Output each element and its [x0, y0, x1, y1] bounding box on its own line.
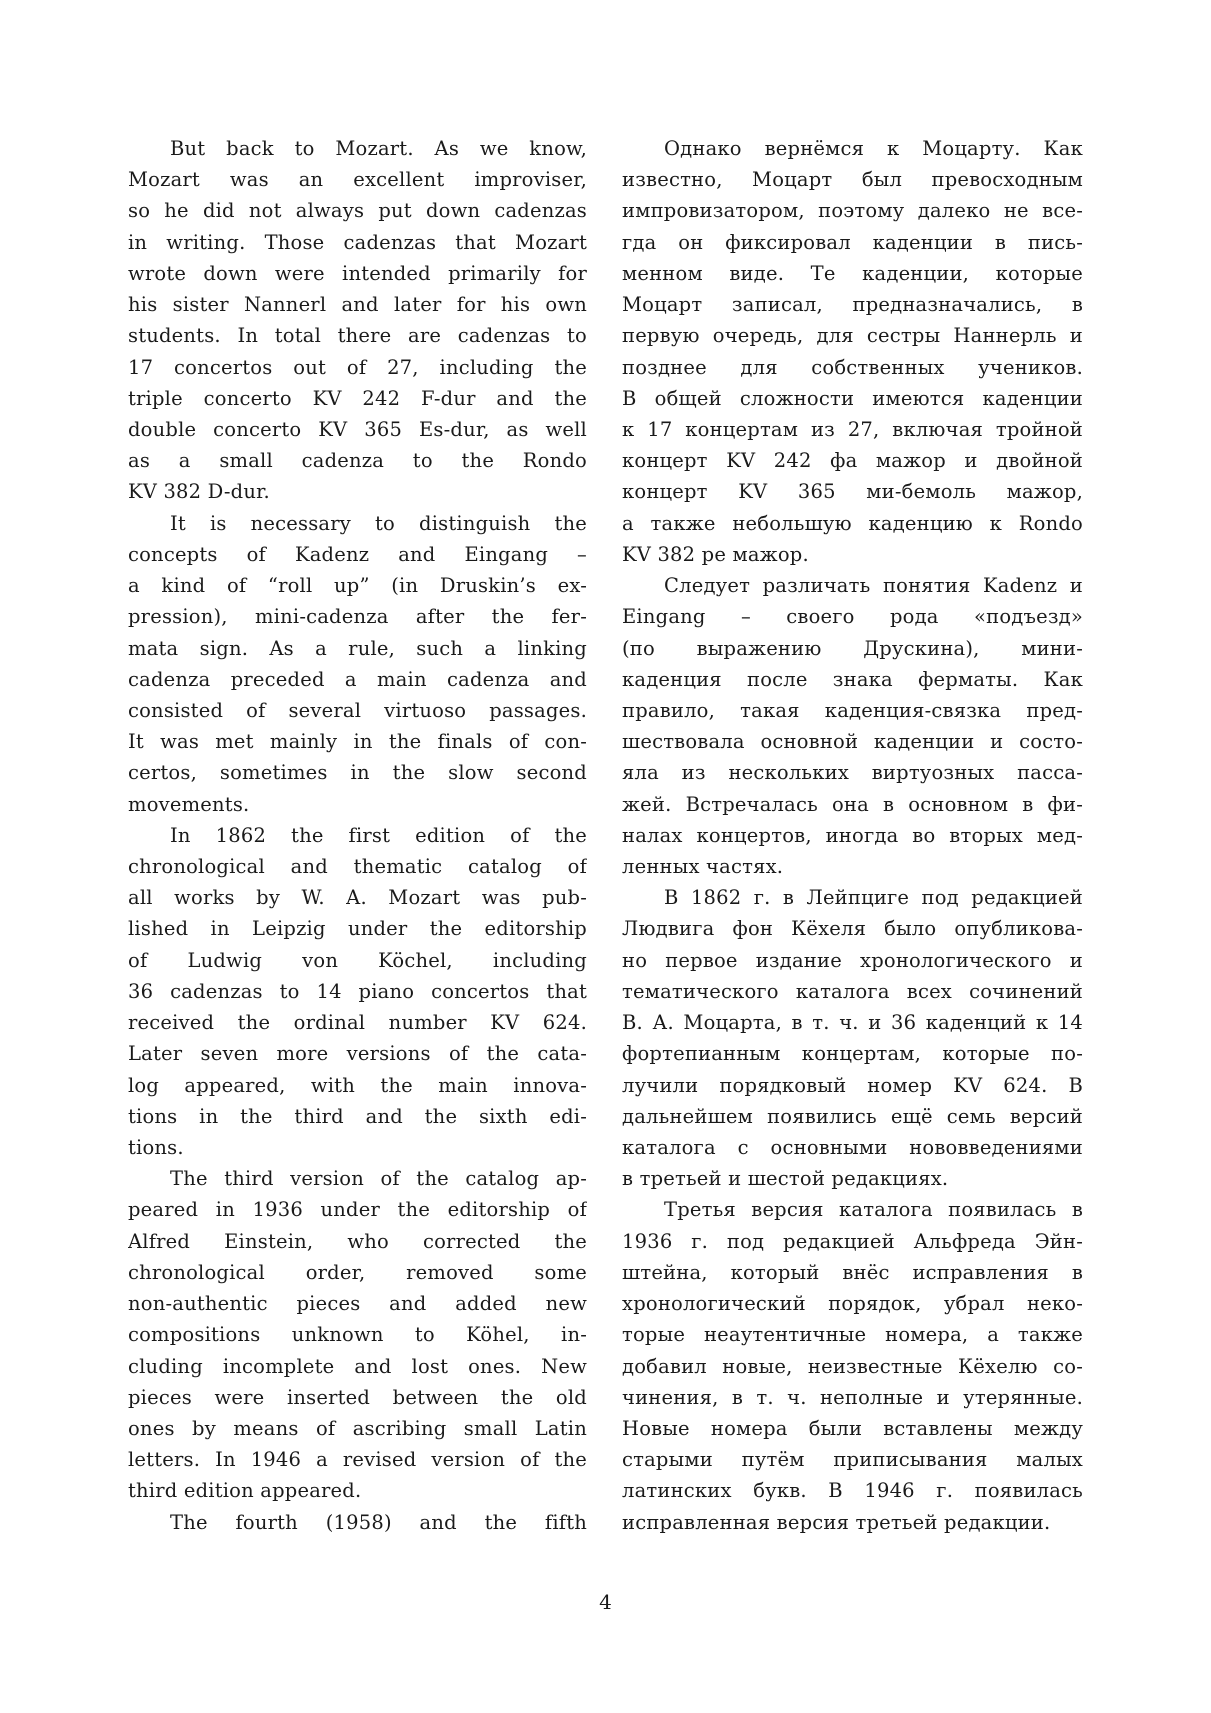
text-line: Людвига фон Кёхеля было опубликова-: [622, 917, 1083, 941]
text-line: compositions unknown to Köhel, in-: [128, 1323, 587, 1347]
text-line: В. А. Моцарта, в т. ч. и 36 каденций к 14: [622, 1011, 1083, 1035]
text-line: исправленная версия третьей редакции.: [622, 1510, 1051, 1534]
text-line: Новые номера были вставлены между: [622, 1416, 1083, 1440]
paragraph: [622, 133, 1083, 570]
text-line: Mozart was an excellent improviser,: [128, 168, 587, 192]
text-line: his sister Nannerl and later for his own: [128, 293, 587, 317]
text-line: movements.: [128, 792, 250, 816]
text-line: KV 382 ре мажор.: [622, 542, 809, 566]
text-line: тематического каталога всех сочинений: [622, 979, 1083, 1003]
text-line: wrote down were intended primarily for: [128, 261, 587, 285]
page-number: 4: [599, 1590, 612, 1614]
text-line: каталога с основными нововведениями: [622, 1136, 1083, 1159]
text-line: а также небольшую каденцию к Rondo: [622, 511, 1083, 535]
text-line: pieces were inserted between the old: [128, 1385, 587, 1409]
text-line: of Ludwig von Köchel, including: [128, 948, 587, 972]
text-line: log appeared, with the main innova-: [128, 1073, 587, 1097]
paragraph: [622, 1194, 1083, 1537]
text-line: (по выражению Друскина), мини-: [622, 636, 1083, 660]
paragraph: [622, 570, 1083, 882]
text-line: концерт KV 365 ми-бемоль мажор,: [622, 480, 1083, 504]
text-line: В 1862 г. в Лейпциге под редакцией: [664, 886, 1083, 910]
text-line: It was met mainly in the finals of con-: [128, 730, 587, 754]
text-line: но первое издание хронологического и: [622, 948, 1083, 972]
text-line: chronological and thematic catalog of: [128, 855, 587, 879]
text-line: 17 concertos out of 27, including the: [128, 355, 587, 379]
text-line: 1936 г. под редакцией Альфреда Эйн-: [622, 1229, 1083, 1253]
text-line: received the ordinal number KV 624.: [128, 1011, 587, 1035]
text-line: первую очередь, для сестры Наннерль и: [622, 324, 1083, 348]
text-line: tions.: [128, 1136, 184, 1159]
russian-column: [622, 133, 1083, 1538]
text-line: KV 382 D-dur.: [128, 480, 270, 504]
text-line: in writing. Those cadenzas that Mozart: [128, 230, 587, 254]
text-line: хронологический порядок, убрал неко-: [622, 1292, 1083, 1316]
text-line: students. In total there are cadenzas to: [128, 324, 587, 348]
text-line: In 1862 the first edition of the: [170, 823, 587, 847]
text-line: letters. In 1946 a revised version of the: [128, 1448, 587, 1472]
text-line: В общей сложности имеются каденции: [622, 386, 1083, 410]
text-line: к 17 концертам из 27, включая тройной: [622, 417, 1083, 441]
text-line: consisted of several virtuoso passages.: [128, 698, 587, 722]
text-line: штейна, который внёс исправления в: [622, 1260, 1083, 1284]
paragraph: [128, 1507, 587, 1538]
text-line: правило, такая каденция-связка пред-: [622, 698, 1083, 722]
text-line: certos, sometimes in the slow second: [128, 761, 587, 785]
text-line: mata sign. As a rule, such a linking: [128, 636, 587, 660]
text-line: ленных частях.: [622, 855, 784, 879]
text-line: известно, Моцарт был превосходным: [622, 168, 1083, 192]
text-line: позднее для собственных учеников.: [622, 355, 1083, 379]
text-line: third edition appeared.: [128, 1479, 362, 1503]
text-line: peared in 1936 under the editorship of: [128, 1198, 587, 1222]
text-line: Моцарт записал, предназначались, в: [622, 293, 1083, 317]
text-line: налах концертов, иногда во вторых мед-: [622, 823, 1083, 847]
text-line: The third version of the catalog ap-: [170, 1167, 587, 1191]
text-line: But back to Mozart. As we know,: [170, 137, 587, 160]
paragraph: [128, 820, 587, 1163]
text-line: non-authentic pieces and added new: [128, 1292, 587, 1316]
text-line: Eingang – своего рода «подъезд»: [622, 605, 1083, 629]
text-line: в третьей и шестой редакциях.: [622, 1167, 949, 1191]
text-line: Однако вернёмся к Моцарту. Как: [664, 137, 1083, 160]
text-line: фортепианным концертам, которые по-: [622, 1042, 1083, 1066]
paragraph: [128, 1163, 587, 1506]
text-line: яла из нескольких виртуозных пасса-: [622, 761, 1083, 785]
text-line: старыми путём приписывания малых: [622, 1448, 1083, 1472]
text-line: Следует различать понятия Kadenz и: [664, 574, 1083, 598]
text-line: каденция после знака ферматы. Как: [622, 667, 1083, 691]
text-line: Later seven more versions of the cata-: [128, 1042, 587, 1066]
text-line: импровизатором, поэтому далеко не все-: [622, 199, 1083, 223]
text-line: chronological order, removed some: [128, 1260, 587, 1284]
text-line: Alfred Einstein, who corrected the: [128, 1229, 587, 1253]
text-line: Третья версия каталога появилась в: [664, 1198, 1083, 1222]
text-line: lished in Leipzig under the editorship: [128, 917, 587, 941]
text-line: cluding incomplete and lost ones. New: [128, 1354, 587, 1378]
text-line: a kind of “roll up” (in Druskin’s ex-: [128, 574, 587, 598]
text-line: tions in the third and the sixth edi-: [128, 1104, 587, 1128]
english-column: [128, 133, 587, 1538]
text-line: жей. Встречалась она в основном в фи-: [622, 792, 1083, 816]
text-line: all works by W. A. Mozart was pub-: [128, 886, 587, 910]
paragraph: [622, 882, 1083, 1194]
text-line: концерт KV 242 фа мажор и двойной: [622, 449, 1083, 473]
paragraph: [128, 508, 587, 820]
text-line: 36 cadenzas to 14 piano concertos that: [128, 979, 587, 1003]
text-line: pression), mini-cadenza after the fer-: [128, 605, 587, 629]
text-line: so he did not always put down cadenzas: [128, 199, 587, 223]
text-line: латинских букв. В 1946 г. появилась: [622, 1479, 1083, 1503]
text-line: дальнейшем появились ещё семь версий: [622, 1104, 1083, 1128]
text-line: менном виде. Те каденции, которые: [622, 261, 1083, 285]
text-line: лучили порядковый номер KV 624. В: [622, 1073, 1083, 1097]
text-line: The fourth (1958) and the fifth: [170, 1510, 587, 1534]
text-line: торые неаутентичные номера, а также: [622, 1323, 1083, 1347]
text-line: гда он фиксировал каденции в пись-: [622, 230, 1083, 254]
text-line: It is necessary to distinguish the: [170, 511, 587, 535]
text-line: чинения, в т. ч. неполные и утерянные.: [622, 1385, 1083, 1409]
text-line: double concerto KV 365 Es-dur, as well: [128, 417, 587, 441]
text-line: triple concerto KV 242 F-dur and the: [128, 386, 587, 410]
text-line: as a small cadenza to the Rondo: [128, 449, 587, 473]
text-line: concepts of Kadenz and Eingang –: [128, 542, 587, 566]
text-line: добавил новые, неизвестные Кёхелю со-: [622, 1354, 1083, 1378]
paragraph: [128, 133, 587, 508]
text-line: cadenza preceded a main cadenza and: [128, 667, 587, 691]
text-line: ones by means of ascribing small Latin: [128, 1416, 587, 1440]
text-line: шествовала основной каденции и состо-: [622, 730, 1083, 754]
